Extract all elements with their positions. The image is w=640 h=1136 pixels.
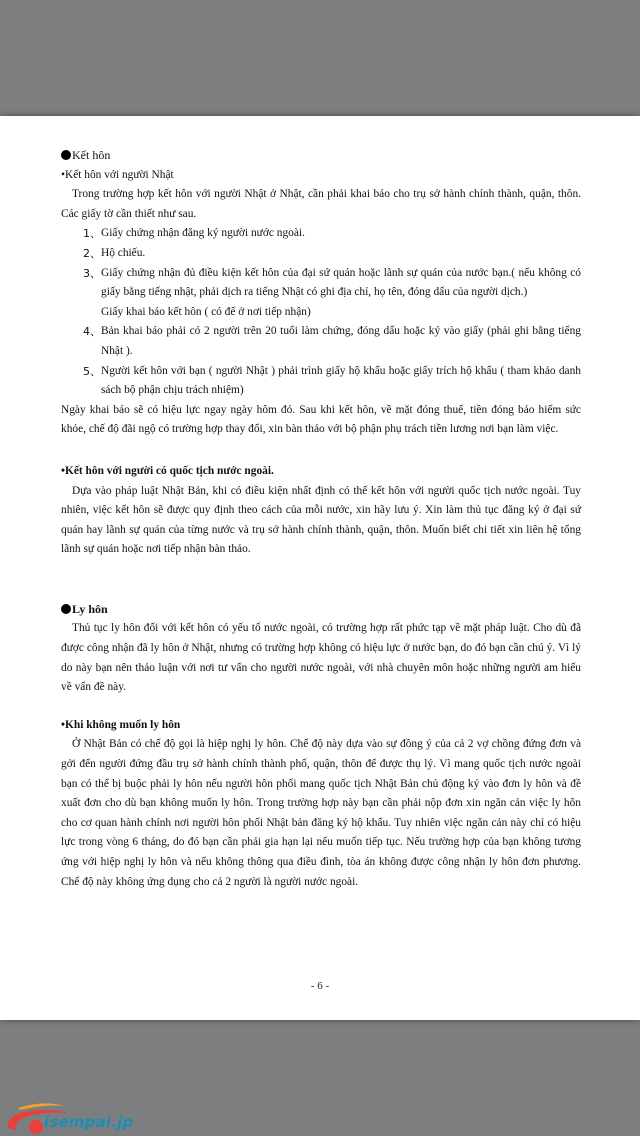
- list-item: [61, 322, 581, 361]
- list-number: 2、: [83, 246, 101, 260]
- list-number: 5、: [83, 364, 101, 378]
- list-number: 3、: [83, 266, 101, 280]
- list-text: Giấy chứng nhận đủ điều kiện kết hôn của đại sứ quán hoặc lãnh sự quán của nước bạn.( nếu không có giấy bằng tiếng nhật, phải dịch ra tiếng Nhật có ghi địa chỉ, họ tên, đóng dấu của người dịch.): [101, 266, 581, 299]
- subheading-text: Kết hôn với người có quốc tịch nước ngoài.: [65, 464, 274, 477]
- section-heading-marriage: [61, 146, 581, 166]
- list-item: [61, 244, 581, 264]
- watermark-text: isempai.jp: [44, 1113, 134, 1131]
- list-text: Hộ chiếu.: [101, 246, 146, 259]
- logo-orange-swoosh: [18, 1103, 64, 1110]
- list-number: 1、: [83, 227, 101, 241]
- list-text: Bản khai báo phải có 2 người trên 20 tuổi làm chứng, đóng dấu hoặc ký vào giấy (phải ghi bằng tiếng Nhật ).: [101, 325, 581, 357]
- list-item: [61, 264, 581, 303]
- bullet-icon: [61, 150, 71, 160]
- list-item: [61, 362, 581, 401]
- subheading-text: Khi không muốn ly hôn: [65, 718, 181, 731]
- bullet-icon: [61, 604, 71, 614]
- section-heading-divorce: [61, 600, 581, 620]
- list-extra-text: Giấy khai báo kết hôn ( có để ở nơi tiếp nhận): [101, 305, 311, 318]
- required-documents-list: [61, 224, 581, 400]
- list-text: Người kết hôn với bạn ( người Nhật ) phải trình giấy hộ khẩu hoặc giấy trích hộ khẩu ( tham khảo danh sách bộ phận chịu trách nhiệm): [101, 364, 581, 397]
- paragraph-not-wanting-divorce: Ở Nhật Bản có chế độ gọi là hiệp nghị ly hôn. Chế độ này dựa vào sự đồng ý của cả 2 vợ chồng đứng đơn và gởi đến người đứng đầu trụ sở hành chính thành phố, quận, thôn để được thụ lý. Vì mang quốc tịch nước ngoài bạn có thể bị buộc phải ly hôn nếu người hôn phối mang quốc tịch Nhật Bản chủ động ký vào đơn ly hôn và đề xuất đơn cho dù bạn không muốn ly hôn. Trong trường hợp này bạn cần phải nộp đơn xin ngăn cản việc ly hôn cho cơ quan hành chính nơi người hôn phối Nhật bản đăng ký hộ khẩu. Tuy nhiên việc ngăn cản này chỉ có hiệu lực trong vòng 6 tháng, do đó bạn cần phải gia hạn lại nếu muốn tiếp tục. Nếu trường hợp của bạn không tương ứng với hiệp nghị ly hôn và nếu không thông qua điều đình, tòa án không được công nhận ly hôn đơn phương. Chế độ này không ứng dụng cho cả 2 người là người nước ngoài.: [61, 738, 581, 888]
- paragraph-divorce: Thủ tục ly hôn đối với kết hôn có yếu tố nước ngoài, có trường hợp rất phức tạp về mặt pháp luật. Cho dù đã được công nhận đã ly hôn ở Nhật, nhưng có trường hợp không có hiệu lực ở nước bạn, do đó bạn cần chú ý. Vì lý do này bạn nên thảo luận với nơi tư vấn cho người nước ngoài, với nhà chuyên môn hoặc những người am hiểu về vấn đề này.: [61, 622, 581, 694]
- page-number: - 6 -: [310, 980, 330, 992]
- heading-text: Ly hôn: [72, 601, 108, 616]
- heading-text: Kết hôn: [72, 148, 111, 162]
- subheading-text: Kết hôn với người Nhật: [65, 168, 174, 181]
- list-item-extra: [61, 303, 581, 323]
- subheading-japanese-marriage: •Kết hôn với người Nhật: [61, 168, 174, 181]
- logo-red-dot: [29, 1120, 43, 1134]
- subheading-not-wanting-divorce: •Khi không muốn ly hôn: [61, 718, 181, 731]
- paragraph-intro: Trong trường hợp kết hôn với người Nhật ở Nhật, cần phải khai báo cho trụ sở hành chính thành, quận, thôn. Các giấy tờ cần thiết như sau.: [61, 188, 581, 220]
- paragraph-foreign: Dựa vào pháp luật Nhật Bản, khi có điều kiện nhất định có thể kết hôn với người quốc tịch nước ngoài. Tuy nhiên, việc kết hôn sẽ được quy định theo cách của mỗi nước, xin hãy lưu ý. Xin làm thủ tục đăng ký ở đại sứ quán hay lãnh sự quán của từng nước và trụ sở hành chính thành, quận, thôn. Muốn biết chi tiết xin liên hệ tổng lãnh sự quán hoặc nơi tiếp nhận bàn thảo.: [61, 484, 581, 556]
- list-number: 4、: [83, 325, 101, 339]
- paragraph-outro: Ngày khai báo sẽ có hiệu lực ngay ngày hôm đó. Sau khi kết hôn, về mặt đóng thuế, tiền đóng bảo hiểm sức khỏe, chế độ đãi ngộ có trường hợp thay đổi, xin bàn thảo với bộ phận phụ trách tiền lương nơi bạn làm việc.: [61, 403, 581, 436]
- list-item: [61, 224, 581, 244]
- document-page: [0, 116, 640, 1020]
- page-content: [61, 146, 581, 892]
- list-text: Giấy chứng nhận đăng ký người nước ngoài.: [101, 227, 305, 240]
- subheading-foreign-marriage: •Kết hôn với người có quốc tịch nước ngoài.: [61, 464, 274, 477]
